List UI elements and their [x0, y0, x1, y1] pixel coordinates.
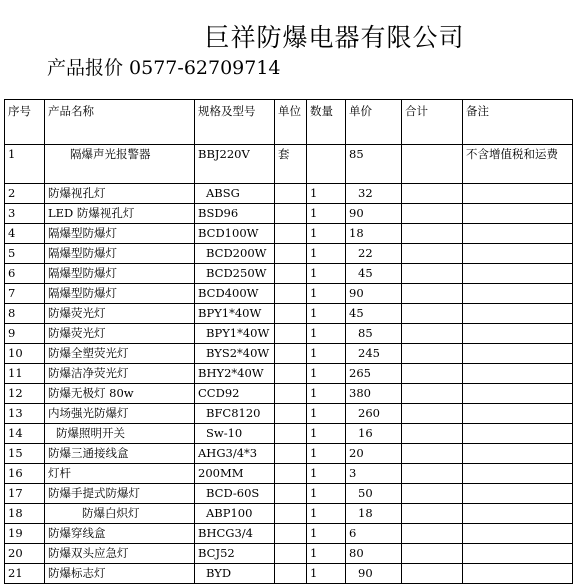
table-row [5, 184, 573, 204]
cell-qty: 1 [307, 304, 346, 324]
cell-name: 防爆无极灯 80w [45, 384, 195, 404]
cell-total [402, 424, 463, 444]
cell-price: 90 [346, 204, 402, 224]
header-total: 合计 [402, 100, 463, 145]
cell-price: 20 [346, 444, 402, 464]
cell-unit [275, 364, 307, 384]
cell-name: 防爆照明开关 [45, 424, 195, 444]
cell-no: 4 [5, 224, 45, 244]
header-price: 单价 [346, 100, 402, 145]
cell-price: 6 [346, 524, 402, 544]
cell-total [402, 145, 463, 184]
cell-unit [275, 184, 307, 204]
cell-total [402, 404, 463, 424]
cell-qty: 1 [307, 484, 346, 504]
cell-name: 防爆荧光灯 [45, 324, 195, 344]
cell-model: 200MM [195, 464, 275, 484]
cell-total [402, 384, 463, 404]
cell-model: BCD200W [195, 244, 275, 264]
table-row [5, 404, 573, 424]
cell-name: 隔爆型防爆灯 [45, 244, 195, 264]
cell-total [402, 304, 463, 324]
cell-price: 85 [346, 324, 402, 344]
cell-model: CCD92 [195, 384, 275, 404]
cell-unit [275, 504, 307, 524]
cell-model: BCD-60S [195, 484, 275, 504]
price-table [4, 99, 573, 584]
cell-unit [275, 384, 307, 404]
cell-note [463, 524, 573, 544]
table-row [5, 344, 573, 364]
cell-note [463, 224, 573, 244]
cell-note [463, 544, 573, 564]
cell-qty: 1 [307, 224, 346, 244]
cell-total [402, 504, 463, 524]
cell-qty: 1 [307, 504, 346, 524]
cell-note [463, 564, 573, 584]
cell-total [402, 444, 463, 464]
cell-model: BHY2*40W [195, 364, 275, 384]
cell-no: 1 [5, 145, 45, 184]
header-model: 规格及型号 [195, 100, 275, 145]
table-row [5, 564, 573, 584]
table-row [5, 264, 573, 284]
table-row [5, 524, 573, 544]
table-row [5, 224, 573, 244]
cell-no: 17 [5, 484, 45, 504]
cell-qty: 1 [307, 344, 346, 364]
cell-unit [275, 564, 307, 584]
cell-price: 245 [346, 344, 402, 364]
cell-total [402, 244, 463, 264]
cell-unit [275, 444, 307, 464]
header-name: 产品名称 [45, 100, 195, 145]
cell-name: 防爆标志灯 [45, 564, 195, 584]
cell-name: 防爆白炽灯 [45, 504, 195, 524]
header-note: 备注 [463, 100, 573, 145]
table-row [5, 284, 573, 304]
cell-no: 2 [5, 184, 45, 204]
cell-qty: 1 [307, 544, 346, 564]
cell-name: 隔爆型防爆灯 [45, 224, 195, 244]
cell-no: 10 [5, 344, 45, 364]
cell-total [402, 184, 463, 204]
cell-note: 不含增值税和运费 [463, 145, 573, 184]
cell-price: 3 [346, 464, 402, 484]
table-row [5, 464, 573, 484]
cell-name: 内场强光防爆灯 [45, 404, 195, 424]
cell-qty: 1 [307, 424, 346, 444]
table-row [5, 544, 573, 564]
table-row [5, 304, 573, 324]
table-row [5, 484, 573, 504]
cell-note [463, 464, 573, 484]
cell-model: BFC8120 [195, 404, 275, 424]
cell-name: 隔爆声光报警器 [45, 145, 195, 184]
cell-unit [275, 284, 307, 304]
cell-note [463, 184, 573, 204]
cell-note [463, 264, 573, 284]
cell-qty: 1 [307, 564, 346, 584]
cell-name: 防爆全塑荧光灯 [45, 344, 195, 364]
cell-name: 防爆手提式防爆灯 [45, 484, 195, 504]
cell-model: BBJ220V [195, 145, 275, 184]
cell-unit [275, 524, 307, 544]
table-row [5, 504, 573, 524]
company-title: 巨祥防爆电器有限公司 [204, 23, 465, 52]
table-row [5, 444, 573, 464]
cell-unit [275, 204, 307, 224]
cell-note [463, 204, 573, 224]
cell-model: ABP100 [195, 504, 275, 524]
cell-no: 9 [5, 324, 45, 344]
cell-note [463, 424, 573, 444]
cell-qty: 1 [307, 244, 346, 264]
cell-name: 灯杆 [45, 464, 195, 484]
cell-note [463, 284, 573, 304]
cell-price: 85 [346, 145, 402, 184]
cell-price: 16 [346, 424, 402, 444]
cell-no: 18 [5, 504, 45, 524]
cell-model: BCJ52 [195, 544, 275, 564]
table-row [5, 384, 573, 404]
cell-note [463, 504, 573, 524]
header-unit: 单位 [275, 100, 307, 145]
cell-no: 16 [5, 464, 45, 484]
cell-unit [275, 264, 307, 284]
cell-qty: 1 [307, 444, 346, 464]
cell-total [402, 264, 463, 284]
cell-name: 防爆视孔灯 [45, 184, 195, 204]
cell-qty [307, 145, 346, 184]
cell-no: 19 [5, 524, 45, 544]
table-row [5, 364, 573, 384]
cell-no: 8 [5, 304, 45, 324]
cell-unit [275, 544, 307, 564]
cell-no: 14 [5, 424, 45, 444]
cell-total [402, 564, 463, 584]
cell-name: 隔爆型防爆灯 [45, 284, 195, 304]
cell-unit [275, 424, 307, 444]
cell-model: ABSG [195, 184, 275, 204]
cell-price: 18 [346, 504, 402, 524]
cell-price: 22 [346, 244, 402, 264]
cell-unit: 套 [275, 145, 307, 184]
cell-total [402, 204, 463, 224]
cell-model: BHCG3/4 [195, 524, 275, 544]
cell-qty: 1 [307, 364, 346, 384]
cell-total [402, 484, 463, 504]
cell-model: AHG3/4*3 [195, 444, 275, 464]
cell-no: 3 [5, 204, 45, 224]
cell-no: 13 [5, 404, 45, 424]
cell-qty: 1 [307, 404, 346, 424]
cell-qty: 1 [307, 524, 346, 544]
cell-model: BPY1*40W [195, 304, 275, 324]
table-row [5, 324, 573, 344]
cell-note [463, 304, 573, 324]
cell-qty: 1 [307, 324, 346, 344]
cell-note [463, 244, 573, 264]
header-no: 序号 [5, 100, 45, 145]
cell-total [402, 284, 463, 304]
cell-price: 32 [346, 184, 402, 204]
cell-price: 380 [346, 384, 402, 404]
cell-note [463, 324, 573, 344]
cell-note [463, 364, 573, 384]
cell-name: 隔爆型防爆灯 [45, 264, 195, 284]
cell-price: 45 [346, 304, 402, 324]
cell-total [402, 344, 463, 364]
cell-model: Sw-10 [195, 424, 275, 444]
cell-total [402, 364, 463, 384]
cell-total [402, 524, 463, 544]
cell-model: BYD [195, 564, 275, 584]
cell-unit [275, 304, 307, 324]
cell-qty: 1 [307, 284, 346, 304]
cell-no: 5 [5, 244, 45, 264]
cell-no: 11 [5, 364, 45, 384]
cell-name: 防爆穿线盒 [45, 524, 195, 544]
cell-total [402, 544, 463, 564]
cell-model: BYS2*40W [195, 344, 275, 364]
price-list-subtitle: 产品报价 0577-62709714 [47, 57, 281, 79]
cell-no: 12 [5, 384, 45, 404]
table-row [5, 424, 573, 444]
cell-model: BCD400W [195, 284, 275, 304]
cell-unit [275, 344, 307, 364]
cell-total [402, 464, 463, 484]
cell-no: 21 [5, 564, 45, 584]
cell-qty: 1 [307, 184, 346, 204]
cell-unit [275, 464, 307, 484]
cell-name: 防爆荧光灯 [45, 304, 195, 324]
cell-unit [275, 484, 307, 504]
cell-price: 45 [346, 264, 402, 284]
cell-unit [275, 244, 307, 264]
table-body [5, 145, 573, 584]
cell-note [463, 384, 573, 404]
cell-name: 防爆双头应急灯 [45, 544, 195, 564]
cell-price: 18 [346, 224, 402, 244]
cell-total [402, 224, 463, 244]
cell-price: 90 [346, 284, 402, 304]
cell-name: LED 防爆视孔灯 [45, 204, 195, 224]
cell-total [402, 324, 463, 344]
cell-no: 7 [5, 284, 45, 304]
cell-name: 防爆洁净荧光灯 [45, 364, 195, 384]
cell-model: BCD250W [195, 264, 275, 284]
cell-model: BCD100W [195, 224, 275, 244]
cell-price: 50 [346, 484, 402, 504]
cell-no: 15 [5, 444, 45, 464]
table-header-row [5, 100, 573, 145]
cell-no: 20 [5, 544, 45, 564]
cell-unit [275, 404, 307, 424]
cell-model: BPY1*40W [195, 324, 275, 344]
cell-note [463, 484, 573, 504]
cell-note [463, 444, 573, 464]
cell-unit [275, 224, 307, 244]
cell-unit [275, 324, 307, 344]
cell-note [463, 404, 573, 424]
table-row [5, 145, 573, 184]
cell-no: 6 [5, 264, 45, 284]
cell-qty: 1 [307, 264, 346, 284]
header-qty: 数量 [307, 100, 346, 145]
cell-qty: 1 [307, 464, 346, 484]
cell-model: BSD96 [195, 204, 275, 224]
cell-qty: 1 [307, 384, 346, 404]
cell-price: 265 [346, 364, 402, 384]
cell-name: 防爆三通接线盒 [45, 444, 195, 464]
cell-price: 260 [346, 404, 402, 424]
table-row [5, 204, 573, 224]
cell-qty: 1 [307, 204, 346, 224]
cell-price: 80 [346, 544, 402, 564]
cell-price: 90 [346, 564, 402, 584]
cell-note [463, 344, 573, 364]
table-row [5, 244, 573, 264]
